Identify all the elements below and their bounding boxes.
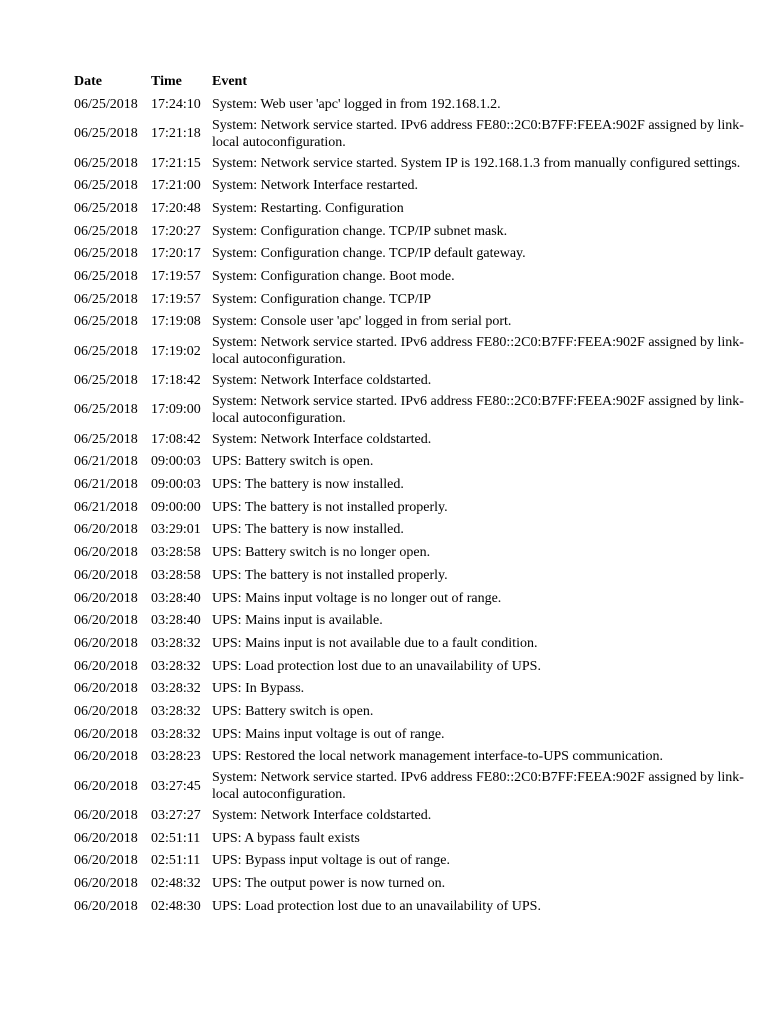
cell-time: 03:28:32	[151, 726, 201, 742]
cell-event: UPS: Load protection lost due to an unavailability of UPS.	[212, 658, 541, 674]
table-row	[74, 804, 754, 827]
cell-time: 02:48:30	[151, 898, 201, 914]
cell-date: 06/21/2018	[74, 454, 138, 470]
table-row	[74, 632, 754, 655]
cell-time: 17:09:00	[151, 402, 201, 418]
cell-event: System: Network service started. IPv6 address FE80::2C0:B7FF:FEEA:902F assigned by link-local autoconfiguration.	[212, 393, 744, 426]
cell-date: 06/20/2018	[74, 830, 138, 846]
cell-date: 06/20/2018	[74, 590, 138, 606]
cell-event: UPS: Mains input voltage is out of range.	[212, 726, 445, 742]
table-row	[74, 872, 754, 895]
cell-date: 06/20/2018	[74, 778, 138, 794]
cell-date: 06/20/2018	[74, 853, 138, 869]
table-row	[74, 609, 754, 632]
table-row	[74, 369, 754, 392]
cell-date: 06/20/2018	[74, 749, 138, 765]
table-row	[74, 220, 754, 243]
cell-event: System: Restarting. Configuration	[212, 200, 404, 216]
cell-time: 03:28:40	[151, 613, 201, 629]
cell-date: 06/20/2018	[74, 876, 138, 892]
table-row	[74, 333, 754, 369]
table-row	[74, 116, 754, 152]
table-row	[74, 746, 754, 769]
header-event: Event	[212, 74, 247, 89]
cell-time: 03:27:27	[151, 808, 201, 824]
cell-time: 03:28:32	[151, 658, 201, 674]
cell-time: 17:20:27	[151, 223, 201, 239]
cell-event: System: Configuration change. TCP/IP subnet mask.	[212, 223, 508, 239]
cell-date: 06/25/2018	[74, 314, 138, 330]
table-row	[74, 768, 754, 804]
table-row	[74, 895, 754, 918]
cell-time: 03:28:32	[151, 635, 201, 651]
cell-time: 03:28:23	[151, 749, 201, 765]
table-row	[74, 655, 754, 678]
cell-date: 06/25/2018	[74, 200, 138, 216]
cell-event: UPS: Mains input voltage is no longer out of range.	[212, 590, 502, 606]
cell-date: 06/20/2018	[74, 808, 138, 824]
cell-date: 06/25/2018	[74, 343, 138, 359]
cell-event: System: Network Interface coldstarted.	[212, 431, 432, 447]
cell-event: System: Configuration change. Boot mode.	[212, 268, 455, 284]
cell-event: UPS: Battery switch is open.	[212, 454, 374, 470]
cell-time: 17:21:00	[151, 178, 201, 194]
table-row	[74, 677, 754, 700]
cell-time: 03:28:58	[151, 545, 201, 561]
cell-event: System: Network Interface coldstarted.	[212, 808, 432, 824]
cell-time: 09:00:03	[151, 477, 201, 493]
cell-time: 03:29:01	[151, 522, 201, 538]
table-row	[74, 288, 754, 311]
cell-event: UPS: Battery switch is open.	[212, 703, 374, 719]
table-row	[74, 519, 754, 542]
cell-event: UPS: Load protection lost due to an unavailability of UPS.	[212, 898, 541, 914]
cell-event: UPS: Battery switch is no longer open.	[212, 545, 431, 561]
cell-date: 06/25/2018	[74, 223, 138, 239]
cell-event: UPS: The battery is now installed.	[212, 522, 404, 538]
cell-date: 06/20/2018	[74, 613, 138, 629]
cell-event: System: Web user 'apc' logged in from 192.168.1.2.	[212, 96, 501, 112]
table-row	[74, 197, 754, 220]
event-log-table	[74, 73, 754, 918]
header-time: Time	[151, 74, 182, 89]
cell-time: 09:00:03	[151, 454, 201, 470]
cell-date: 06/25/2018	[74, 431, 138, 447]
table-row	[74, 587, 754, 610]
table-row	[74, 93, 754, 116]
cell-date: 06/20/2018	[74, 726, 138, 742]
cell-event: UPS: The battery is now installed.	[212, 477, 404, 493]
table-row	[74, 451, 754, 474]
cell-event: System: Configuration change. TCP/IP	[212, 291, 432, 307]
cell-date: 06/21/2018	[74, 477, 138, 493]
cell-event: UPS: A bypass fault exists	[212, 830, 360, 846]
cell-date: 06/21/2018	[74, 499, 138, 515]
cell-event: System: Network service started. IPv6 address FE80::2C0:B7FF:FEEA:902F assigned by link-local autoconfiguration.	[212, 117, 744, 150]
cell-time: 17:19:57	[151, 291, 201, 307]
table-row	[74, 850, 754, 873]
cell-event: UPS: The battery is not installed properly.	[212, 567, 448, 583]
cell-event: System: Network service started. System IP is 192.168.1.3 from manually configured settings.	[212, 155, 741, 171]
table-row	[74, 564, 754, 587]
table-row	[74, 473, 754, 496]
cell-date: 06/25/2018	[74, 155, 138, 171]
cell-date: 06/20/2018	[74, 545, 138, 561]
table-row	[74, 311, 754, 334]
cell-date: 06/20/2018	[74, 635, 138, 651]
cell-date: 06/25/2018	[74, 268, 138, 284]
cell-time: 03:28:32	[151, 681, 201, 697]
cell-date: 06/20/2018	[74, 522, 138, 538]
table-row	[74, 700, 754, 723]
table-row	[74, 174, 754, 197]
cell-date: 06/20/2018	[74, 898, 138, 914]
cell-time: 17:21:15	[151, 155, 201, 171]
header-row	[74, 73, 754, 93]
cell-time: 17:20:17	[151, 246, 201, 262]
cell-time: 02:48:32	[151, 876, 201, 892]
cell-date: 06/20/2018	[74, 681, 138, 697]
cell-time: 17:19:08	[151, 314, 201, 330]
event-log-body	[74, 93, 754, 918]
table-row	[74, 242, 754, 265]
table-row	[74, 428, 754, 451]
table-row	[74, 265, 754, 288]
cell-time: 02:51:11	[151, 830, 201, 846]
cell-time: 17:21:18	[151, 126, 201, 142]
table-row	[74, 723, 754, 746]
table-row	[74, 541, 754, 564]
cell-time: 09:00:00	[151, 499, 201, 515]
cell-date: 06/25/2018	[74, 126, 138, 142]
event-log-header	[74, 73, 754, 93]
cell-date: 06/20/2018	[74, 658, 138, 674]
cell-event: UPS: Bypass input voltage is out of range.	[212, 853, 450, 869]
cell-event: System: Console user 'apc' logged in from serial port.	[212, 314, 512, 330]
cell-time: 17:18:42	[151, 373, 201, 389]
table-row	[74, 496, 754, 519]
cell-event: UPS: Mains input is available.	[212, 613, 383, 629]
header-date: Date	[74, 74, 102, 89]
cell-date: 06/25/2018	[74, 402, 138, 418]
cell-date: 06/20/2018	[74, 703, 138, 719]
cell-event: System: Network service started. IPv6 address FE80::2C0:B7FF:FEEA:902F assigned by link-local autoconfiguration.	[212, 770, 744, 803]
cell-date: 06/25/2018	[74, 246, 138, 262]
cell-event: UPS: The battery is not installed properly.	[212, 499, 448, 515]
cell-time: 17:24:10	[151, 96, 201, 112]
cell-event: System: Network Interface coldstarted.	[212, 373, 432, 389]
cell-time: 03:28:58	[151, 567, 201, 583]
cell-date: 06/25/2018	[74, 291, 138, 307]
cell-date: 06/25/2018	[74, 178, 138, 194]
table-row	[74, 827, 754, 850]
table-row	[74, 152, 754, 175]
cell-time: 17:19:57	[151, 268, 201, 284]
cell-event: UPS: Restored the local network management interface-to-UPS communication.	[212, 749, 663, 765]
cell-event: System: Network service started. IPv6 address FE80::2C0:B7FF:FEEA:902F assigned by link-local autoconfiguration.	[212, 335, 744, 368]
cell-time: 17:19:02	[151, 343, 201, 359]
cell-date: 06/25/2018	[74, 96, 138, 112]
cell-time: 03:28:40	[151, 590, 201, 606]
cell-time: 03:28:32	[151, 703, 201, 719]
cell-time: 03:27:45	[151, 778, 201, 794]
cell-event: System: Configuration change. TCP/IP default gateway.	[212, 246, 526, 262]
cell-event: UPS: In Bypass.	[212, 681, 305, 697]
table-row	[74, 392, 754, 428]
cell-time: 17:08:42	[151, 431, 201, 447]
cell-date: 06/20/2018	[74, 567, 138, 583]
cell-event: System: Network Interface restarted.	[212, 178, 419, 194]
cell-time: 02:51:11	[151, 853, 201, 869]
cell-event: UPS: The output power is now turned on.	[212, 876, 446, 892]
cell-date: 06/25/2018	[74, 373, 138, 389]
cell-event: UPS: Mains input is not available due to a fault condition.	[212, 635, 538, 651]
cell-time: 17:20:48	[151, 200, 201, 216]
